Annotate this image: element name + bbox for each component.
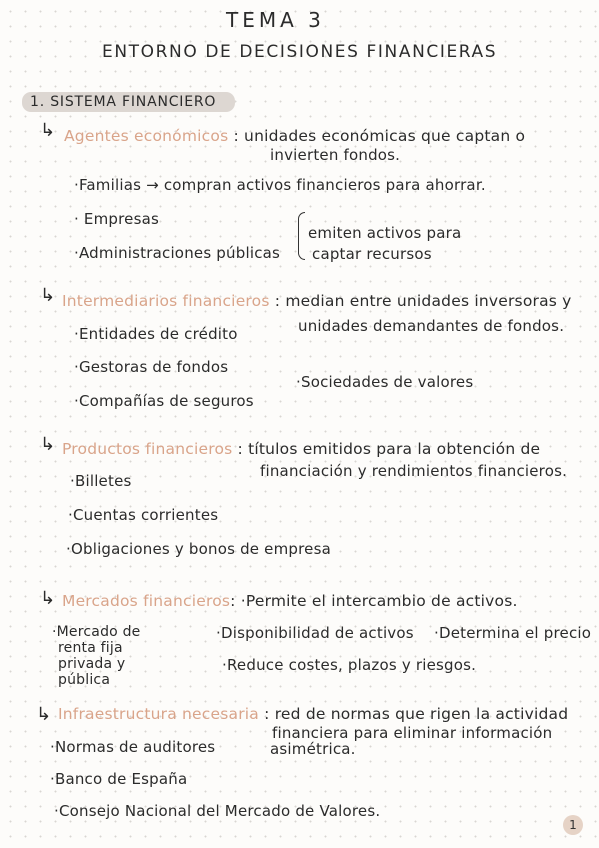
infraestructura-def2: financiera para eliminar información: [272, 724, 553, 742]
mercados-left1: ·Mercado de: [52, 624, 141, 640]
infraestructura-key: Infraestructura necesaria: [58, 705, 259, 723]
infraestructura-item-normas: ·Normas de auditores: [50, 738, 216, 756]
infraestructura-heading: [58, 705, 568, 723]
infraestructura-sep: :: [259, 705, 275, 723]
intermediarios-item-companias: ·Compañías de seguros: [74, 392, 254, 410]
agentes-brace-text1: emiten activos para: [308, 224, 462, 242]
productos-heading: [62, 440, 540, 458]
arrow-icon: ↳: [40, 120, 56, 141]
intermediarios-item-sociedades: ·Sociedades de valores: [296, 373, 474, 391]
page-number: 1: [563, 815, 583, 835]
mercados-left4: pública: [58, 672, 111, 688]
agentes-def1: unidades económicas que captan o: [244, 127, 526, 145]
productos-item-billetes: ·Billetes: [70, 472, 132, 490]
productos-item-cuentas: ·Cuentas corrientes: [68, 506, 219, 524]
agentes-sep: :: [228, 127, 245, 145]
arrow-icon: ↳: [36, 704, 52, 725]
intermediarios-key: Intermediarios financieros: [62, 292, 270, 310]
intermediarios-item-entidades: ·Entidades de crédito: [74, 325, 238, 343]
mercados-def1: ·Permite el intercambio de activos.: [240, 592, 518, 610]
agentes-item-administraciones: ·Administraciones públicas: [74, 244, 281, 262]
agentes-heading: [64, 127, 525, 145]
infraestructura-def3: asimétrica.: [270, 740, 356, 758]
mercados-heading: [62, 592, 518, 610]
infraestructura-item-consejo: ·Consejo Nacional del Mercado de Valores.: [54, 802, 381, 820]
mercados-left2: renta fija: [58, 640, 123, 656]
productos-item-obligaciones: ·Obligaciones y bonos de empresa: [66, 540, 332, 558]
intermediarios-def1: median entre unidades inversoras y: [285, 292, 572, 310]
mercados-left3: privada y: [58, 656, 126, 672]
intermediarios-sep: :: [269, 292, 286, 310]
agentes-item-familias: ·Familias → compran activos financieros para ahorrar.: [74, 176, 486, 194]
arrow-icon: ↳: [40, 285, 56, 306]
mercados-sep: :: [230, 592, 241, 610]
arrow-icon: ↳: [40, 434, 56, 455]
infraestructura-def1: red de normas que rigen la actividad: [274, 705, 569, 723]
brace: [298, 212, 305, 260]
agentes-def2: invierten fondos.: [270, 146, 401, 164]
mercados-item-precio: ·Determina el precio: [434, 624, 592, 642]
agentes-brace-text2: captar recursos: [312, 245, 432, 263]
section-heading: 1. SISTEMA FINANCIERO: [30, 94, 217, 110]
page-title: TEMA 3: [226, 8, 325, 32]
infraestructura-item-banco: ·Banco de España: [50, 770, 188, 788]
intermediarios-def2: unidades demandantes de fondos.: [298, 317, 565, 335]
arrow-icon: ↳: [40, 588, 56, 609]
productos-def1: títulos emitidos para la obtención de: [248, 440, 541, 458]
productos-def2: financiación y rendimientos financieros.: [260, 462, 568, 480]
intermediarios-heading: [62, 292, 572, 310]
mercados-key: Mercados financieros: [62, 592, 231, 610]
productos-key: Productos financieros: [62, 440, 233, 458]
page-subtitle: ENTORNO DE DECISIONES FINANCIERAS: [102, 42, 498, 62]
productos-sep: :: [232, 440, 249, 458]
agentes-item-empresas: · Empresas: [74, 210, 160, 228]
mercados-item-disponibilidad: ·Disponibilidad de activos: [216, 624, 414, 642]
mercados-item-reduce: ·Reduce costes, plazos y riesgos.: [222, 656, 477, 674]
agentes-key: Agentes económicos: [64, 127, 229, 145]
intermediarios-item-gestoras: ·Gestoras de fondos: [74, 358, 229, 376]
